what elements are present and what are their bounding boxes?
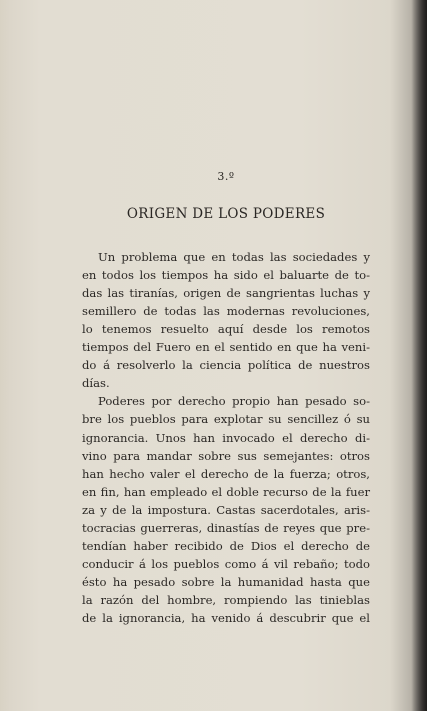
text-line: ésto ha pesado sobre la humanidad hasta que [82,574,370,589]
text-line: días. [82,376,110,391]
text-line: de la ignorancia, ha venido á descubrir que el [82,611,370,625]
text-line: za y de la impostura. Castas sacerdotales, aris- [82,502,370,517]
text-line: das las tiranías, origen de sangrientas luchas y [82,286,370,301]
chapter-title: ORIGEN DE LOS PODERES [126,206,326,222]
text-line: la razón del hombre, rompiendo las tinieblas [82,592,370,607]
text-line: Poderes por derecho propio han pesado so- [98,394,370,409]
text-line: tiempos del Fuero en el sentido en que ha veni- [82,340,370,355]
book-spine-shadow [411,0,427,711]
section-number: 3.º [217,170,235,183]
text-line: semillero de todas las modernas revoluciones, [82,304,370,319]
text-line: han hecho valer el derecho de la fuerza; otros, [82,466,370,481]
text-line: lo tenemos resuelto aquí desde los remotos [82,322,370,337]
text-line: vino para mandar sobre sus semejantes: otros [82,448,370,463]
text-line: bre los pueblos para explotar su sencillez ó su [82,412,370,427]
text-line: tocracias guerreras, dinastías de reyes que pre- [82,520,370,535]
text-line: tendían haber recibido de Dios el derecho de [82,538,370,553]
text-line: en fin, han empleado el doble recurso de la fuer [82,484,370,499]
text-line: conducir á los pueblos como á vil rebaño; todo [82,556,370,571]
text-line: en todos los tiempos ha sido el baluarte de to- [82,268,370,283]
text-line: do á resolverlo la ciencia política de nuestros [82,358,370,373]
text-line: ignorancia. Unos han invocado el derecho di- [82,430,370,445]
text-line: Un problema que en todas las sociedades y [98,250,370,264]
